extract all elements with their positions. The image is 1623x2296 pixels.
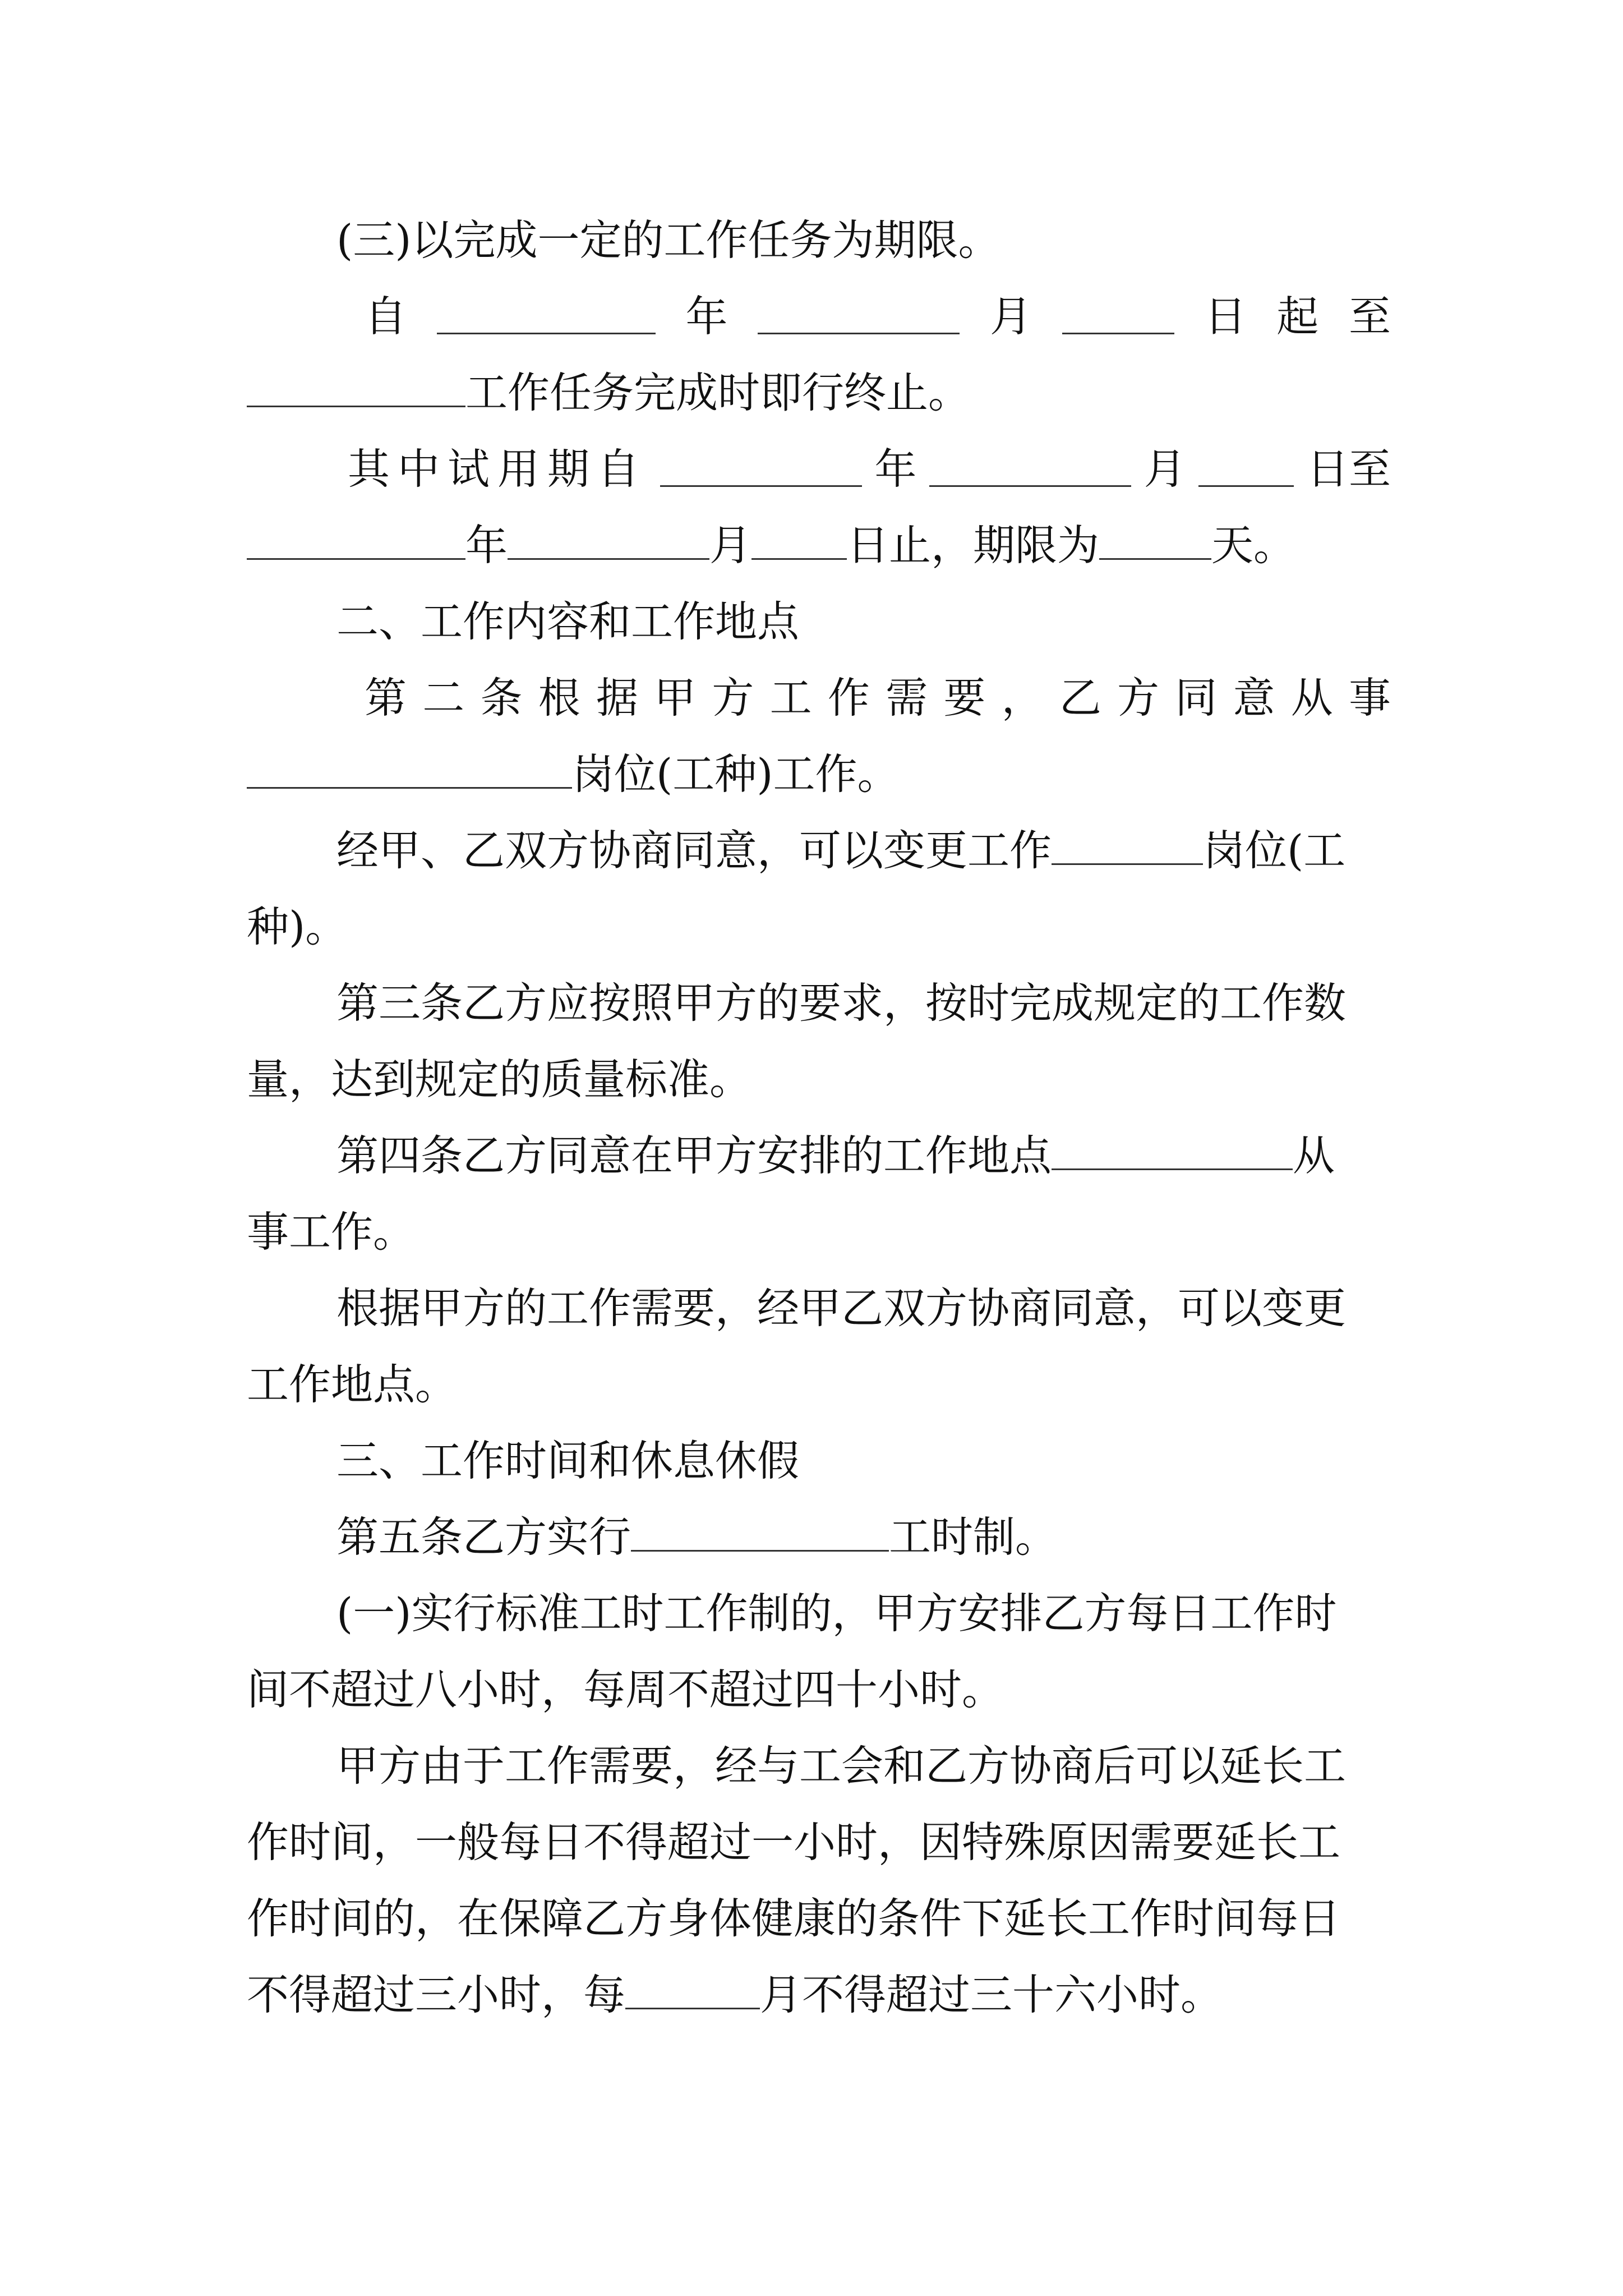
overtime-line-4: 不得超过三小时，每 月不得超过三十六小时。 (247, 1970, 1223, 2019)
probation-end-line: 年 月 日止，期限为 天。 (247, 512, 1391, 579)
article-two-line: 第 二 条 根 据 甲 方 工 作 需 要 ， 乙 方 同 意 从 事 (365, 673, 1391, 723)
overtime-line-1: 甲方由于工作需要，经与工会和乙方协商后可以延长工 (336, 1741, 1347, 1791)
job-position-blank[interactable] (247, 753, 572, 789)
probation-year-blank[interactable] (660, 452, 862, 487)
article-five-line: 第五条乙方实行 工时制。 (336, 1512, 1058, 1562)
overtime-month-blank[interactable] (625, 1974, 760, 2009)
section-heading-work-time: 三、工作时间和休息休假 (336, 1436, 800, 1485)
task-complete-line: 工作任务完成时即行终止。 (247, 359, 1391, 426)
section-heading-work-content: 二、工作内容和工作地点 (336, 597, 800, 646)
change-position-cont: 种)。 (247, 902, 348, 951)
probation-day-blank[interactable] (1198, 452, 1294, 487)
year-blank[interactable] (437, 299, 656, 334)
probation-start-line: 其中试用期自 年 月 日至 (348, 444, 1391, 494)
clause-fixed-task-term: (三)以完成一定的工作任务为期限。 (336, 215, 1000, 265)
probation-days-blank[interactable] (1099, 524, 1211, 560)
standard-hours-line-1: (一)实行标准工时工作制的，甲方安排乙方每日工作时 (336, 1589, 1337, 1638)
standard-hours-line-2: 间不超过八小时，每周不超过四十小时。 (247, 1665, 1004, 1714)
change-location-line-2: 工作地点。 (247, 1360, 458, 1409)
month-blank[interactable] (758, 299, 960, 334)
probation-month-blank[interactable] (929, 452, 1131, 487)
work-location-blank[interactable] (1052, 1135, 1293, 1170)
article-four-cont: 事工作。 (247, 1207, 416, 1257)
overtime-line-3: 作时间的，在保障乙方身体健康的条件下延长工作时间每日 (247, 1894, 1341, 1943)
overtime-line-2: 作时间，一般每日不得超过一小时，因特殊原因需要延长工 (247, 1818, 1341, 1867)
term-start-date-line: 自 年 月 日 起 至 (365, 292, 1391, 341)
job-position-line: 岗位(工种)工作。 (247, 740, 1391, 808)
change-position-line: 经甲、乙双方协商同意，可以变更工作 岗位(工 (336, 826, 1346, 875)
probation-end-day-blank[interactable] (751, 524, 847, 560)
change-location-line-1: 根据甲方的工作需要，经甲乙双方协商同意，可以变更 (336, 1283, 1347, 1333)
article-four-line: 第四条乙方同意在甲方安排的工作地点 从 (336, 1131, 1335, 1180)
article-three-line-1: 第三条乙方应按照甲方的要求，按时完成规定的工作数 (336, 978, 1347, 1028)
work-hour-system-blank[interactable] (631, 1516, 889, 1552)
task-blank[interactable] (247, 372, 465, 407)
change-position-blank[interactable] (1052, 830, 1203, 865)
probation-end-month-blank[interactable] (508, 524, 709, 560)
article-three-line-2: 量，达到规定的质量标准。 (247, 1055, 752, 1104)
probation-end-year-blank[interactable] (247, 524, 465, 560)
day-blank[interactable] (1062, 299, 1174, 334)
